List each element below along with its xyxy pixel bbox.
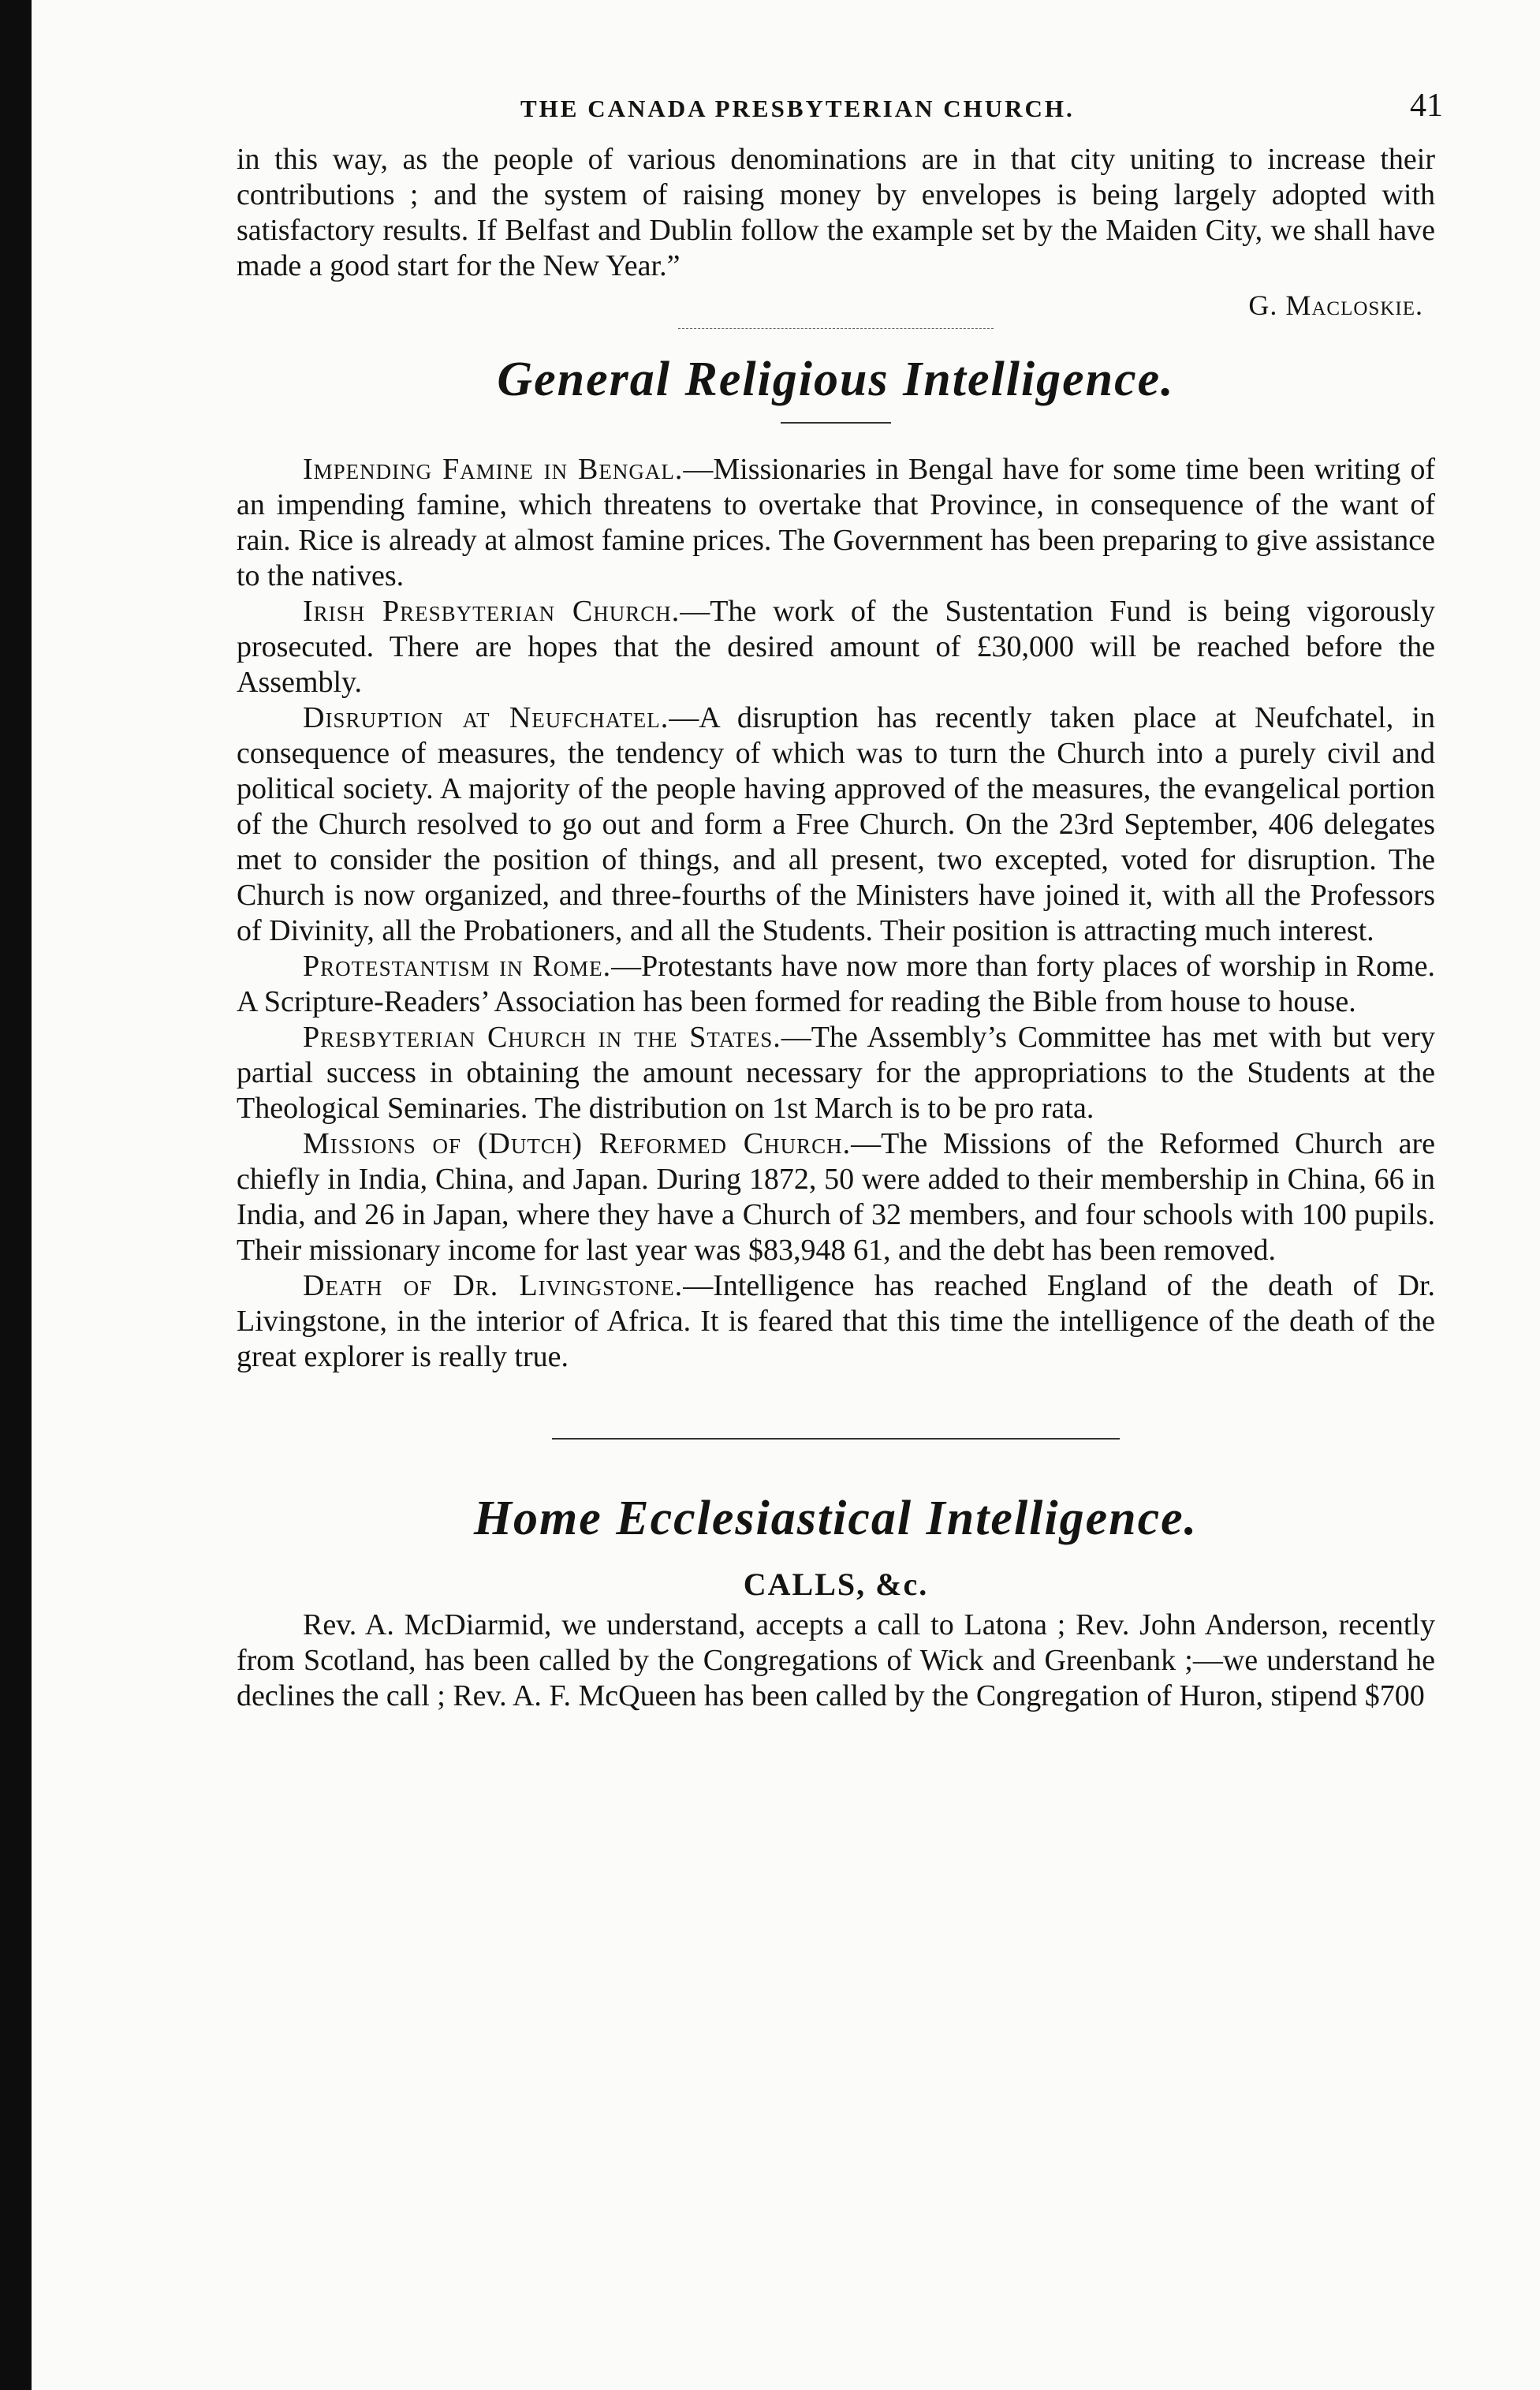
news-item-title: Irish Presbyterian Church. [303, 595, 681, 628]
news-item-bengal [237, 452, 1435, 594]
news-item-states [237, 1020, 1435, 1126]
section-heading-general: General Religious Intelligence. [497, 353, 1175, 406]
news-item-neufchatel [237, 700, 1435, 949]
page [237, 87, 1443, 1714]
page-number: 41 [1410, 88, 1443, 124]
signature [237, 289, 1435, 322]
news-item-title: Protestantism in Rome. [303, 950, 612, 983]
news-item-text: —A disruption has recently taken place at Neufchatel, in consequence of measures, the tendency of which was to turn the Church into a purely civil and political society. A majority of the people having approved of the measures, the evangelical portion of the Church resolved to go out and form a Free Church. On the 23rd September, 406 delegates met to consider the position of things, and all present, two excepted, voted for disruption. The Church is now organized, and three-fourths of the Ministers have joined it, with all the Professors of Divinity, all the Probationers, and all the Students. Their position is attracting much interest. [237, 701, 1435, 947]
news-item-text: —Protestants have now more than forty places of worship in Rome. A Scripture-Readers’ Association has been formed for reading the Bible from house to house. [237, 950, 1436, 1018]
calls-paragraph: Rev. A. McDiarmid, we understand, accepts a call to Latona ; Rev. John Anderson, recently from Scotland, has been called by the Congregations of Wick and Greenbank ;—we understand he declines the call ; Rev. A. F. McQueen has been called by the Congregation of Huron, stipend $700 [237, 1608, 1435, 1712]
news-item-text: —Missionaries in Bengal have for some time been writing of an impending famine, which threatens to overtake that Province, in consequence of the want of rain. Rice is already at almost famine prices. The Government has been preparing to give assistance to the natives. [237, 453, 1435, 592]
news-item-title: Disruption at Neufchatel. [303, 701, 669, 734]
news-item-text: —The Missions of the Reformed Church are chiefly in India, China, and Japan. During 1872, 50 were added to their membership in China, 66 in India, and 26 in Japan, where they have a Church of 32 members, and four schools with 100 pupils. Their missionary income for last year was $83,948 61, and the debt has been removed. [237, 1127, 1435, 1267]
news-item-irish [237, 594, 1435, 700]
divider-short [678, 328, 994, 329]
divider-under-heading [781, 422, 891, 424]
news-item-title: Presbyterian Church in the States. [303, 1021, 781, 1054]
news-item-text: —The work of the Sustentation Fund is being vigorously prosecuted. There are hopes that the desired amount of £30,000 will be reached before the Assembly. [237, 595, 1435, 699]
news-item-dutch-reformed [237, 1126, 1435, 1268]
news-item-livingstone [237, 1268, 1435, 1375]
section-divider [552, 1438, 1120, 1440]
opening-paragraph: in this way, as the people of various denominations are in that city uniting to increase their contributions ; and the system of raising money by envelopes is being largely adopted with satisfactory results. If Belfast and Dublin follow the example set by the Maiden City, we shall have made a good start for the New Year.” [237, 143, 1435, 282]
section-heading-home: Home Ecclesiastical Intelligence. [473, 1492, 1199, 1545]
running-head-title: THE CANADA PRESBYTERIAN CHURCH. [520, 95, 1075, 122]
calls-subheading: CALLS, &c. [743, 1567, 929, 1602]
news-item-rome [237, 949, 1435, 1020]
news-item-text: —The Assembly’s Committee has met with but very partial success in obtaining the amount necessary for the appropriations to the Students at the Theological Seminaries. The distribution on 1st March is to be pro rata. [237, 1021, 1435, 1125]
running-head [237, 87, 1443, 142]
signature-name: G. Macloskie. [1248, 289, 1423, 321]
news-item-title: Impending Famine in Bengal. [303, 453, 684, 486]
book-spine-edge [0, 0, 32, 2390]
news-item-title: Death of Dr. Livingstone. [303, 1269, 684, 1302]
news-item-text: —Intelligence has reached England of the death of Dr. Livingstone, in the interior of Africa. It is feared that this time the intelligence of the death of the great explorer is really true. [237, 1269, 1436, 1373]
news-item-title: Missions of (Dutch) Reformed Church. [303, 1127, 852, 1160]
